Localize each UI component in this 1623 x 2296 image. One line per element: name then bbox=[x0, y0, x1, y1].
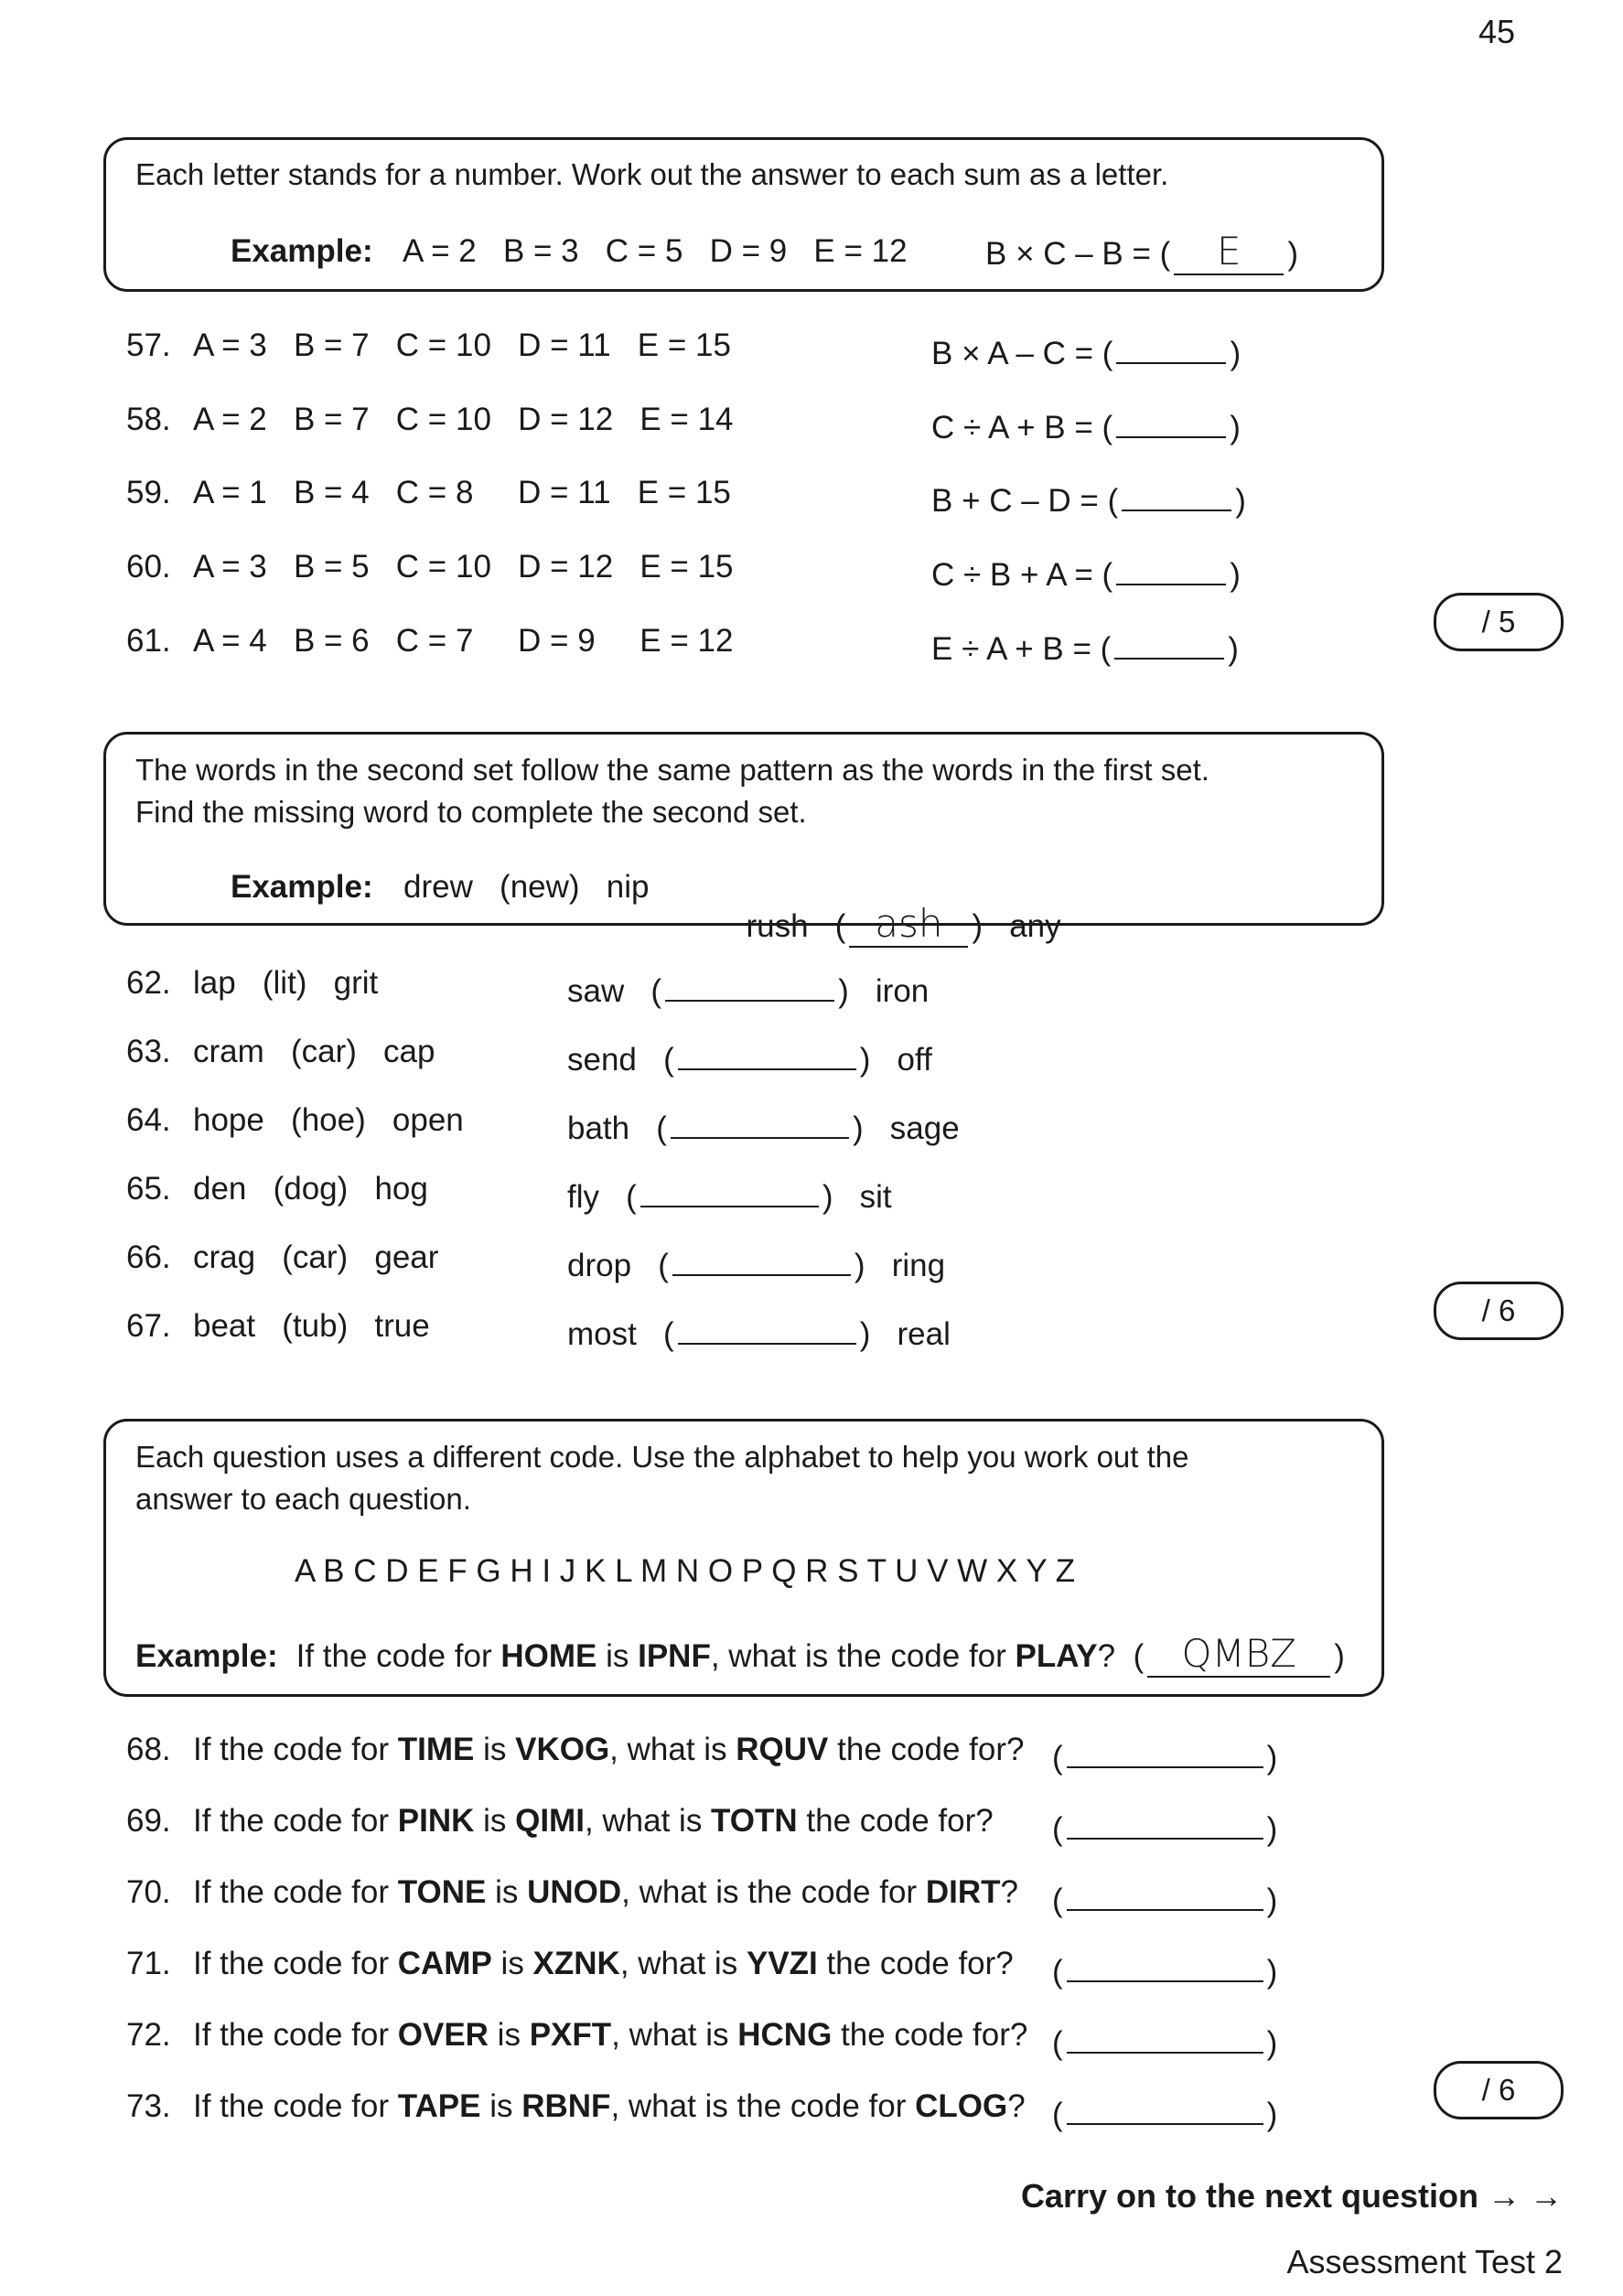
question-text: If the code for bbox=[193, 2017, 398, 2053]
first-set: crag (car) gear bbox=[193, 1239, 439, 1275]
answer-field[interactable] bbox=[1067, 1874, 1263, 1911]
code-word: OVER bbox=[397, 2017, 489, 2053]
question-number: 61. bbox=[126, 623, 171, 659]
example-sum-text: B × C – B = ( bbox=[985, 236, 1171, 272]
example-label-code: Example: bbox=[135, 1638, 278, 1674]
code-question bbox=[193, 1732, 1024, 1768]
answer-field[interactable] bbox=[1114, 623, 1224, 660]
sum-row bbox=[931, 402, 1241, 446]
answer-field[interactable] bbox=[1116, 549, 1226, 585]
question-number: 57. bbox=[126, 327, 171, 363]
example-code-close: ) bbox=[1334, 1638, 1345, 1674]
carry-on-note: Carry on to the next question → → bbox=[1020, 2177, 1563, 2215]
close-bracket: ) bbox=[1235, 483, 1246, 519]
code-word: XZNK bbox=[532, 1946, 620, 1981]
close-bracket: ) bbox=[1230, 410, 1241, 445]
question-number: 65. bbox=[126, 1171, 171, 1207]
question-text: If the code for bbox=[193, 1803, 398, 1839]
question-text: , what is the code for bbox=[621, 1874, 926, 1910]
question-text: is bbox=[491, 1946, 533, 1981]
code-word: RBNF bbox=[521, 2088, 611, 2124]
question-text: the code for? bbox=[797, 1803, 994, 1839]
second-set bbox=[567, 1102, 960, 1147]
code-question bbox=[193, 2017, 1027, 2054]
example-text: If the code for bbox=[296, 1638, 501, 1674]
question-number: 69. bbox=[126, 1803, 171, 1839]
question-number: 64. bbox=[126, 1102, 171, 1138]
close-bracket: ) bbox=[1230, 557, 1241, 593]
instruction-code-line1: Each question uses a different code. Use the alphabet to help you work out the bbox=[135, 1440, 1189, 1474]
code-question bbox=[193, 2088, 1026, 2125]
first-set: lap (lit) grit bbox=[193, 965, 379, 1001]
code-word: VKOG bbox=[515, 1732, 610, 1767]
sum-row bbox=[931, 475, 1246, 520]
code-question bbox=[193, 1874, 1018, 1911]
sum-expression: C ÷ B + A = ( bbox=[931, 557, 1113, 593]
close-bracket: ) bbox=[1266, 2025, 1278, 2061]
sum-expression: E ÷ A + B = ( bbox=[931, 631, 1112, 667]
code-word: PXFT bbox=[529, 2017, 612, 2053]
question-text: the code for? bbox=[828, 1732, 1025, 1767]
first-set: cram (car) cap bbox=[193, 1034, 435, 1069]
example-first-word: rush ( bbox=[746, 908, 846, 944]
question-text: , what is the code for bbox=[610, 2088, 916, 2124]
second-set-last-word: ) ring bbox=[854, 1248, 946, 1283]
example-answer-code: QMBZ bbox=[1147, 1636, 1330, 1678]
second-set bbox=[567, 1239, 945, 1284]
second-set-first-word: send ( bbox=[567, 1042, 674, 1078]
question-text: ? bbox=[1007, 2088, 1026, 2124]
code-word: CLOG bbox=[915, 2088, 1008, 2124]
score-box-1[interactable]: / 5 bbox=[1434, 593, 1564, 651]
question-text: If the code for bbox=[193, 1946, 398, 1981]
close-bracket: ) bbox=[1230, 336, 1241, 371]
score-box-2[interactable]: / 6 bbox=[1434, 1282, 1564, 1340]
code-word: RQUV bbox=[736, 1732, 829, 1767]
question-text: is bbox=[486, 1874, 528, 1910]
open-bracket: ( bbox=[1052, 1740, 1063, 1776]
question-number: 58. bbox=[126, 402, 171, 437]
sum-row bbox=[931, 327, 1241, 372]
open-bracket: ( bbox=[1052, 1883, 1063, 1918]
question-text: , what is bbox=[611, 2017, 738, 2053]
question-text: the code for? bbox=[832, 2017, 1028, 2053]
code-word: UNOD bbox=[527, 1874, 622, 1910]
question-number: 72. bbox=[126, 2017, 171, 2053]
example-last-word: ) any bbox=[972, 908, 1061, 944]
open-bracket: ( bbox=[1052, 2025, 1063, 2061]
sum-expression: C ÷ A + B = ( bbox=[931, 410, 1113, 445]
example-values-letters: A = 2 B = 3 C = 5 D = 9 E = 12 bbox=[403, 233, 908, 269]
close-bracket: ) bbox=[1266, 1811, 1278, 1847]
example-set2-words bbox=[728, 869, 1061, 948]
question-number: 70. bbox=[126, 1874, 171, 1910]
sum-row bbox=[931, 623, 1239, 668]
question-number: 62. bbox=[126, 965, 171, 1001]
question-number: 60. bbox=[126, 549, 171, 585]
instruction-code-line2: answer to each question. bbox=[135, 1482, 471, 1516]
example-text: is bbox=[597, 1638, 639, 1674]
sum-expression: B × A – C = ( bbox=[931, 336, 1113, 371]
instruction-words-line2: Find the missing word to complete the second set. bbox=[135, 795, 807, 829]
second-set-first-word: bath ( bbox=[567, 1110, 667, 1146]
alphabet: A B C D E F G H I J K L M N O P Q R S T U V W X Y Z bbox=[295, 1553, 1079, 1589]
open-bracket: ( bbox=[1052, 2097, 1063, 2132]
letter-values: A = 4 B = 6 C = 7 D = 9 E = 12 bbox=[193, 623, 734, 659]
answer-field[interactable] bbox=[1067, 2017, 1263, 2054]
code-word: IPNF bbox=[638, 1638, 711, 1674]
page-number: 45 bbox=[1478, 13, 1515, 50]
question-number: 67. bbox=[126, 1308, 171, 1344]
footer-title: Assessment Test 2 bbox=[1286, 2243, 1563, 2280]
letter-values: A = 3 B = 5 C = 10 D = 12 E = 15 bbox=[193, 549, 734, 585]
question-text: is bbox=[474, 1732, 516, 1767]
second-set-first-word: drop ( bbox=[567, 1248, 669, 1283]
answer-bracket bbox=[1052, 2088, 1277, 2133]
answer-field[interactable] bbox=[1067, 2088, 1263, 2125]
example-code bbox=[135, 1631, 1345, 1678]
code-word: HCNG bbox=[737, 2017, 833, 2053]
answer-field[interactable] bbox=[1116, 327, 1226, 364]
code-word: QIMI bbox=[515, 1803, 585, 1839]
open-bracket: ( bbox=[1052, 1954, 1063, 1990]
open-bracket: ( bbox=[1052, 1811, 1063, 1847]
answer-field[interactable] bbox=[1116, 402, 1226, 438]
example-set1-words: drew (new) nip bbox=[403, 869, 650, 905]
answer-bracket bbox=[1052, 1874, 1277, 1919]
instruction-letters: Each letter stands for a number. Work out the answer to each sum as a letter. bbox=[135, 157, 1169, 191]
answer-field[interactable] bbox=[1122, 475, 1231, 511]
code-word: TONE bbox=[397, 1874, 487, 1910]
second-set bbox=[567, 1308, 951, 1353]
example-text: ? ( bbox=[1097, 1638, 1145, 1674]
second-set-first-word: most ( bbox=[567, 1316, 674, 1352]
question-number: 71. bbox=[126, 1946, 171, 1981]
example-close: ) bbox=[1287, 236, 1298, 272]
example-answer-words: ash bbox=[849, 906, 968, 948]
question-text: If the code for bbox=[193, 2088, 398, 2124]
letter-values: A = 2 B = 7 C = 10 D = 12 E = 14 bbox=[193, 402, 734, 437]
question-number: 68. bbox=[126, 1732, 171, 1767]
first-set: beat (tub) true bbox=[193, 1308, 430, 1344]
answer-field[interactable] bbox=[1067, 1732, 1263, 1768]
second-set-last-word: ) real bbox=[859, 1316, 951, 1352]
question-text: , what is bbox=[584, 1803, 712, 1839]
question-text: the code for? bbox=[817, 1946, 1014, 1981]
code-question bbox=[193, 1946, 1014, 1982]
example-label-letters: Example: bbox=[231, 233, 373, 269]
question-text: If the code for bbox=[193, 1732, 398, 1767]
letter-values: A = 3 B = 7 C = 10 D = 11 E = 15 bbox=[193, 327, 731, 363]
question-text: is bbox=[474, 1803, 516, 1839]
answer-field[interactable] bbox=[1067, 1803, 1263, 1840]
answer-bracket bbox=[1052, 2017, 1277, 2062]
answer-field[interactable] bbox=[672, 1239, 851, 1276]
question-text: If the code for bbox=[193, 1874, 398, 1910]
sum-row bbox=[931, 549, 1241, 594]
second-set-last-word: ) off bbox=[859, 1042, 932, 1078]
second-set-last-word: ) iron bbox=[838, 973, 930, 1009]
second-set-first-word: fly ( bbox=[567, 1179, 637, 1215]
code-word: YVZI bbox=[746, 1946, 818, 1981]
question-text: ? bbox=[1000, 1874, 1018, 1910]
code-word: CAMP bbox=[397, 1946, 492, 1981]
close-bracket: ) bbox=[1266, 1954, 1278, 1990]
example-label-words: Example: bbox=[231, 869, 373, 905]
instruction-words-line1: The words in the second set follow the same pattern as the words in the first set. bbox=[135, 753, 1209, 787]
question-text: is bbox=[480, 2088, 522, 2124]
answer-bracket bbox=[1052, 1803, 1277, 1848]
answer-field[interactable] bbox=[671, 1102, 849, 1139]
question-number: 63. bbox=[126, 1034, 171, 1069]
code-word: PINK bbox=[397, 1803, 475, 1839]
example-answer-letters: E bbox=[1174, 233, 1284, 275]
example-sum-letters bbox=[985, 229, 1298, 275]
question-text: , what is bbox=[609, 1732, 736, 1767]
close-bracket: ) bbox=[1228, 631, 1239, 667]
letter-values: A = 1 B = 4 C = 8 D = 11 E = 15 bbox=[193, 475, 731, 510]
code-word: HOME bbox=[500, 1638, 597, 1674]
answer-field[interactable] bbox=[1067, 1946, 1263, 1982]
question-text: is bbox=[488, 2017, 530, 2053]
code-word: TOTN bbox=[711, 1803, 798, 1839]
code-word: TIME bbox=[397, 1732, 475, 1767]
first-set: den (dog) hog bbox=[193, 1171, 428, 1207]
second-set bbox=[567, 965, 929, 1010]
sum-expression: B + C – D = ( bbox=[931, 483, 1119, 519]
question-number: 73. bbox=[126, 2088, 171, 2124]
second-set-first-word: saw ( bbox=[567, 973, 662, 1009]
answer-bracket bbox=[1052, 1946, 1277, 1990]
second-set-last-word: ) sage bbox=[852, 1110, 960, 1146]
code-word: DIRT bbox=[925, 1874, 1001, 1910]
close-bracket: ) bbox=[1266, 1883, 1278, 1918]
close-bracket: ) bbox=[1266, 2097, 1278, 2132]
question-text: , what is bbox=[619, 1946, 747, 1981]
answer-field[interactable] bbox=[665, 965, 834, 1002]
example-text: , what is the code for bbox=[710, 1638, 1016, 1674]
close-bracket: ) bbox=[1266, 1740, 1278, 1776]
code-question bbox=[193, 1803, 994, 1840]
question-number: 66. bbox=[126, 1239, 171, 1275]
answer-bracket bbox=[1052, 1732, 1277, 1776]
score-box-3[interactable]: / 6 bbox=[1434, 2061, 1564, 2119]
answer-field[interactable] bbox=[678, 1034, 856, 1070]
second-set bbox=[567, 1034, 932, 1078]
code-word: PLAY bbox=[1015, 1638, 1098, 1674]
answer-field[interactable] bbox=[640, 1171, 819, 1207]
second-set bbox=[567, 1171, 892, 1216]
question-number: 59. bbox=[126, 475, 171, 510]
first-set: hope (hoe) open bbox=[193, 1102, 464, 1138]
code-word: TAPE bbox=[397, 2088, 481, 2124]
second-set-last-word: ) sit bbox=[822, 1179, 892, 1215]
answer-field[interactable] bbox=[678, 1308, 856, 1345]
